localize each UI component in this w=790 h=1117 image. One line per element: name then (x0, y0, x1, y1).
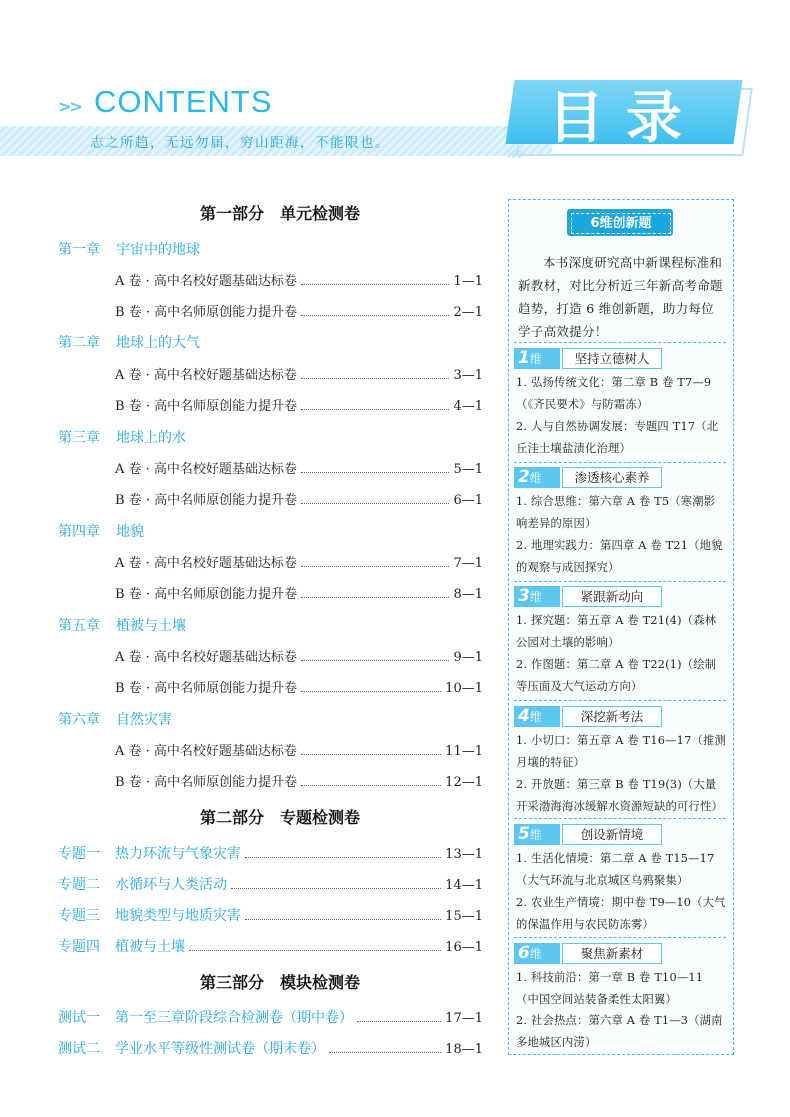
dimension-item: 1. 探究题：第五章 A 卷 T21(4)（森林公园对土壤的影响） (516, 614, 717, 649)
divider (514, 937, 726, 938)
dimension-item: 1. 小切口：第五章 A 卷 T16—17（推测月壤的特征） (516, 734, 726, 769)
dimension-header (514, 348, 724, 369)
chapter-heading[interactable]: 第六章 自然灾害 (58, 712, 172, 728)
part-title (0, 805, 560, 828)
toc-entry[interactable]: A 卷 · 高中名校好题基础达标卷 5—1 (115, 462, 483, 477)
divider (514, 700, 726, 701)
dimension-item: 2. 地理实践力：第四章 A 卷 T21（地貌的观察与成因探究） (516, 539, 723, 574)
dimension-item: 1. 综合思维：第六章 A 卷 T5（寒潮影响差异的原因） (516, 495, 716, 530)
divider (514, 581, 726, 582)
topic-entry[interactable]: 专题一 热力环流与气象灾害 13—1 (58, 846, 483, 862)
dimension-item: 1. 科技前沿：第一章 B 卷 T10—11（中国空间站装备柔性太阳翼） (516, 971, 704, 1006)
dimension-item: 1. 弘扬传统文化：第二章 B 卷 T7—9（《齐民要术》与防霜冻） (516, 376, 712, 411)
dimension-item: 1. 生活化情境：第二章 A 卷 T15—17（大气环流与北京城区乌鸦聚集） (516, 852, 715, 887)
chapter-heading[interactable]: 第五章 植被与土壤 (58, 618, 186, 634)
dimension-header (514, 824, 724, 845)
sidebar-badge-label: 6维创新题 (571, 213, 671, 234)
part-title (0, 970, 560, 993)
toc-entry[interactable]: A 卷 · 高中名校好题基础达标卷 11—1 (115, 744, 483, 759)
toc-entry[interactable]: B 卷 · 高中名师原创能力提升卷 2—1 (115, 305, 483, 320)
chapter-heading[interactable]: 第一章 宇宙中的地球 (58, 242, 200, 258)
toc-entry[interactable]: A 卷 · 高中名校好题基础达标卷 7—1 (115, 556, 483, 571)
chapter-heading[interactable]: 第二章 地球上的大气 (58, 335, 200, 351)
sidebar-intro: 本书深度研究高中新课程标准和新教材，对比分析近三年新高考命题趋势，打造 6 维创新题，助力每位学子高效提分！ (518, 255, 723, 339)
toc-entry[interactable]: B 卷 · 高中名师原创能力提升卷 12—1 (115, 775, 483, 790)
toc-entry[interactable]: B 卷 · 高中名师原创能力提升卷 6—1 (115, 493, 483, 508)
chevrons-icon: >> (58, 97, 81, 116)
contents-heading: CONTENTS (94, 84, 273, 119)
part-name: 模块检测卷 (280, 973, 361, 992)
part-name: 单元检测卷 (280, 204, 361, 223)
toc-entry[interactable]: B 卷 · 高中名师原创能力提升卷 10—1 (115, 681, 483, 696)
part-number: 第二部分 (199, 808, 264, 827)
dimension-label: 渗透核心素养 (562, 467, 662, 488)
motto: 志之所趋，无远勿届，穷山距海，不能限也。 (90, 135, 390, 151)
toc-entry[interactable]: B 卷 · 高中名师原创能力提升卷 4—1 (115, 399, 483, 414)
part-title (0, 201, 560, 224)
toc-entry[interactable]: A 卷 · 高中名校好题基础达标卷 3—1 (115, 368, 483, 383)
dimension-header (514, 467, 724, 488)
dimension-label: 紧跟新动向 (562, 586, 662, 607)
toc-entry[interactable]: B 卷 · 高中名师原创能力提升卷 8—1 (115, 587, 483, 602)
part-name: 专题检测卷 (280, 808, 361, 827)
dimension-header (514, 943, 724, 964)
divider (514, 818, 726, 819)
dimension-tag: 6维 (514, 943, 560, 964)
dimension-tag: 2维 (514, 467, 560, 488)
part-number: 第一部分 (199, 204, 264, 223)
page-title: 目录 (548, 86, 704, 151)
dimension-tag: 4维 (514, 706, 560, 727)
toc-entry[interactable]: A 卷 · 高中名校好题基础达标卷 9—1 (115, 650, 483, 665)
test-entry[interactable]: 测试二 学业水平等级性测试卷（期末卷） 18—1 (58, 1041, 483, 1057)
dimension-item: 2. 开放题：第三章 B 卷 T19(3)（大量开采渤海海冰缓解水资源短缺的可行性） (516, 778, 723, 813)
chapter-heading[interactable]: 第四章 地貌 (58, 524, 144, 540)
dimension-header (514, 586, 724, 607)
dimension-tag: 3维 (514, 586, 560, 607)
chapter-heading[interactable]: 第三章 地球上的水 (58, 430, 186, 446)
part-number: 第三部分 (199, 973, 264, 992)
dimension-label: 深挖新考法 (562, 706, 662, 727)
divider (514, 342, 726, 343)
topic-entry[interactable]: 专题四 植被与土壤 16—1 (58, 939, 483, 955)
topic-entry[interactable]: 专题二 水循环与人类活动 14—1 (58, 877, 483, 893)
dimension-tag: 1维 (514, 348, 560, 369)
toc-entry[interactable]: A 卷 · 高中名校好题基础达标卷 1—1 (115, 274, 483, 289)
dimension-item: 2. 人与自然协调发展：专题四 T17（北丘洼土壤盐渍化治理） (516, 420, 719, 455)
dimension-label: 创设新情境 (562, 824, 662, 845)
dimension-tag: 5维 (514, 824, 560, 845)
dimension-item: 2. 作图题：第二章 A 卷 T22(1)（绘制等压面及大气运动方向） (516, 658, 717, 693)
dimension-header (514, 706, 724, 727)
divider (514, 462, 726, 463)
dimension-label: 坚持立德树人 (562, 348, 662, 369)
dimension-item: 2. 社会热点：第六章 A 卷 T1—3（湖南多地城区内涝） (516, 1014, 723, 1049)
topic-entry[interactable]: 专题三 地貌类型与地质灾害 15—1 (58, 908, 483, 924)
dimension-label: 聚焦新素材 (562, 943, 662, 964)
test-entry[interactable]: 测试一 第一至三章阶段综合检测卷（期中卷） 17—1 (58, 1010, 483, 1026)
dimension-item: 2. 农业生产情境：期中卷 T9—10（大气的保温作用与农民防冻雾） (516, 896, 726, 931)
